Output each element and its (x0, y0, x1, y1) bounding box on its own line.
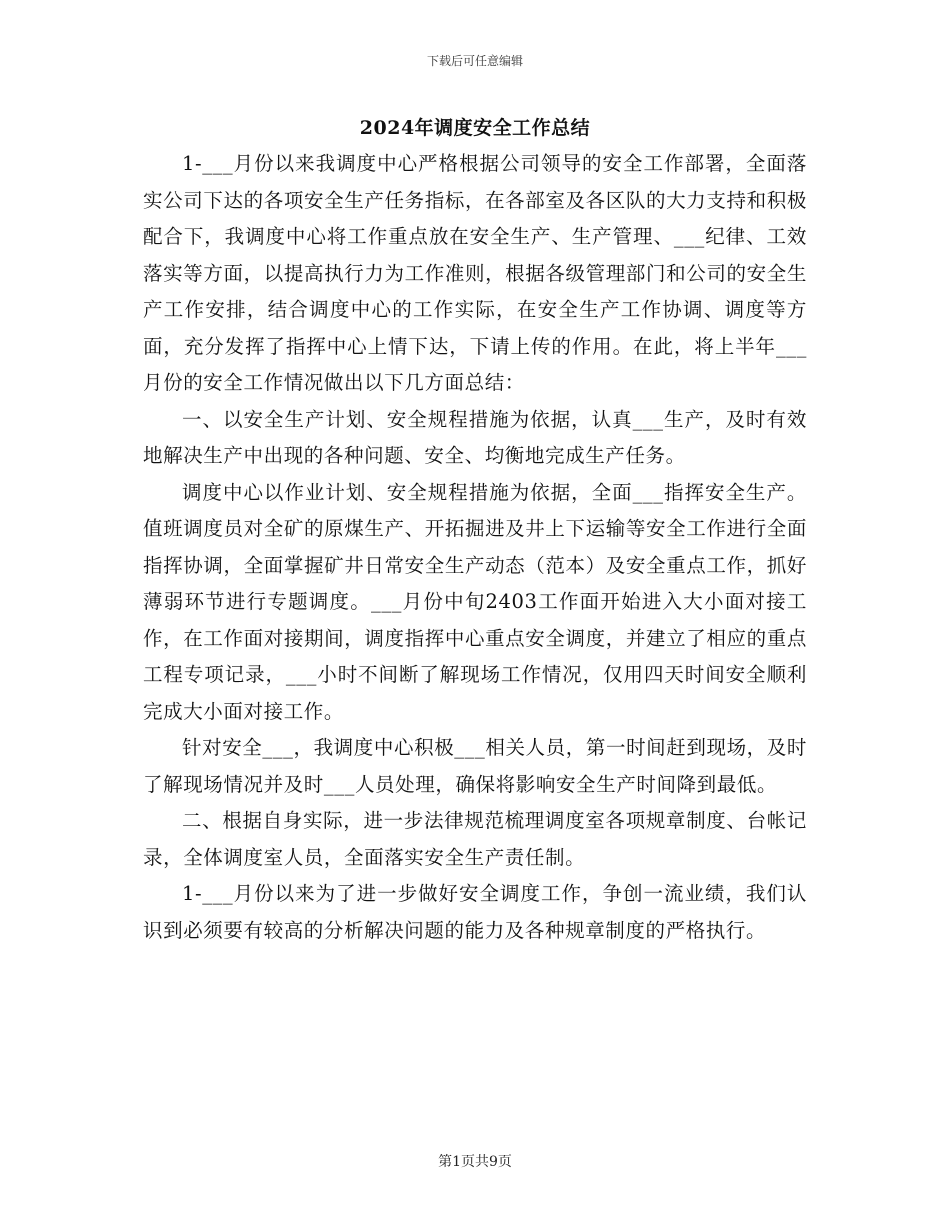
paragraph: 一、以安全生产计划、安全规程措施为依据，认真___生产，及时有效地解决生产中出现的各种问题、安全、均衡地完成生产任务。 (143, 407, 807, 467)
paragraph: 二、根据自身实际，进一步法律规范梳理调度室各项规章制度、台帐记录，全体调度室人员，全面落实安全生产责任制。 (143, 809, 807, 869)
paragraph: 调度中心以作业计划、安全规程措施为依据，全面___指挥安全生产。值班调度员对全矿的原煤生产、开拓掘进及井上下运输等安全工作进行全面指挥协调，全面掌握矿井日常安全生产动态（范本）及安全重点工作，抓好薄弱环节进行专题调度。___月份中旬2403工作面开始进入大小面对接工作，在工作面对接期间，调度指挥中心重点安全调度，并建立了相应的重点工程专项记录，___小时不间断了解现场工作情况，仅用四天时间安全顺利完成大小面对接工作。 (143, 480, 807, 723)
document-title: 2024年调度安全工作总结 (359, 117, 591, 139)
paragraph: 1-___月份以来我调度中心严格根据公司领导的安全工作部署，全面落实公司下达的各项安全生产任务指标，在各部室及各区队的大力支持和积极配合下，我调度中心将工作重点放在安全生产、生产管理、___纪律、工效落实等方面，以提高执行力为工作准则，根据各级管理部门和公司的安全生产工作安排，结合调度中心的工作实际，在安全生产工作协调、调度等方面，充分发挥了指挥中心上情下达，下请上传的作用。在此，将上半年___月份的安全工作情况做出以下几方面总结： (143, 152, 807, 394)
page-header: 下载后可任意编辑 (426, 54, 523, 68)
paragraph: 针对安全___，我调度中心积极___相关人员，第一时间赶到现场，及时了解现场情况并及时___人员处理，确保将影响安全生产时间降到最低。 (143, 736, 807, 796)
paragraph: 1-___月份以来为了进一步做好安全调度工作，争创一流业绩，我们认识到必须要有较高的分析解决问题的能力及各种规章制度的严格执行。 (143, 882, 807, 942)
document-body (143, 146, 807, 949)
page-number: 第1页共9页 (438, 1154, 512, 1170)
